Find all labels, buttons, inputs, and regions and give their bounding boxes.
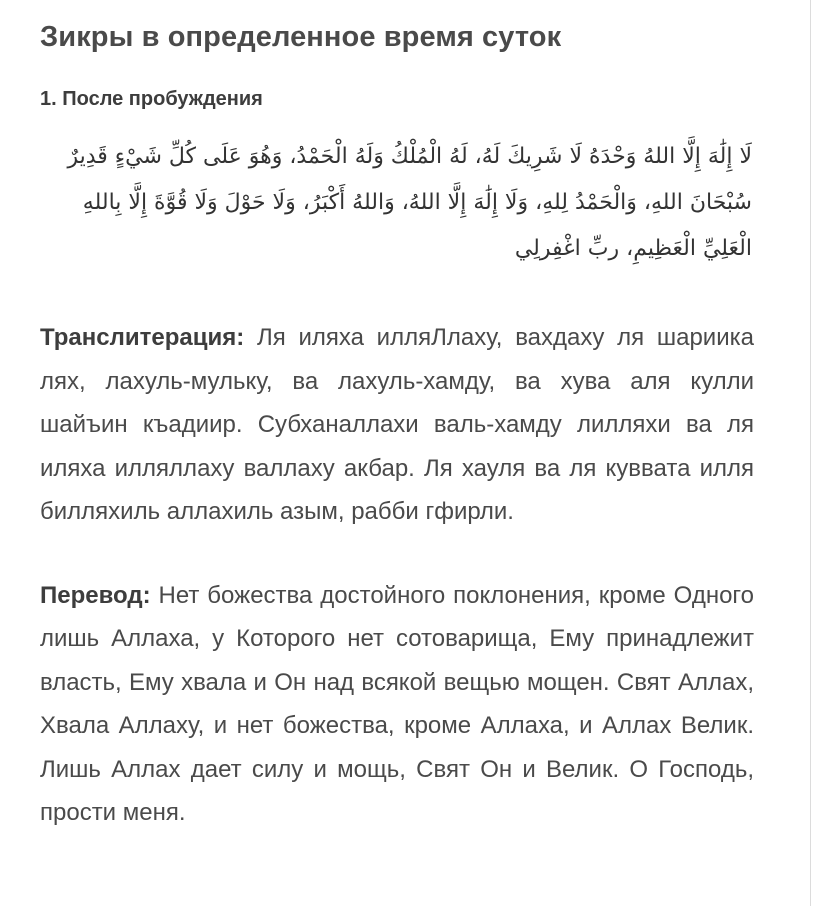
translation-text: Нет божества достойного поклонения, кроме Одного лишь Аллаха, у Которого нет сотоварища, Ему принадлежит власть, Ему хвала и Он над всякой вещью мощен. Свят Аллах, Хвала Аллаху, и нет божества, кроме Аллаха, и Аллах Велик. Лишь Аллах дает силу и мощь, Свят Он и Велик. О Господь, прости меня. <box>40 581 754 826</box>
article-content <box>40 18 754 835</box>
translation-paragraph <box>40 574 754 835</box>
page-right-border <box>810 0 811 906</box>
transliteration-paragraph <box>40 316 754 534</box>
arabic-dhikr-text: لَا إِلَٰهَ إِلَّا اللهُ وَحْدَهُ لَا شَرِيكَ لَهُ، لَهُ الْمُلْكُ وَلَهُ الْحَمْدُ، وَهُوَ عَلَى كُلِّ شَيْءٍ قَدِيرٌ سُبْحَانَ اللهِ، وَالْحَمْدُ لِلهِ، وَلَا إِلَٰهَ إِلَّا اللهُ، وَاللهُ أَكْبَرُ، وَلَا حَوْلَ وَلَا قُوَّةَ إِلَّا بِاللهِ الْعَلِيِّ الْعَظِيمِ، ربِّ اغْفِرلِي <box>67 144 752 261</box>
article-title: Зикры в определенное время суток <box>40 21 562 53</box>
transliteration-label: Транслитерация: <box>40 324 245 351</box>
translation-label: Перевод: <box>40 581 151 609</box>
transliteration-text: Ля иляха илляЛлаху, вахдаху ля шариика лях, лахуль-мульку, ва лахуль-хамду, ва хува аля кулли шайъин къадиир. Субханаллахи валь-хамду лилляхи ва ля иляха илляллаху валлаху акбар. Ля хауля ва ля куввата илля билляхиль аллахиль азым, рабби гфирли. <box>40 324 754 525</box>
section-heading: 1. После пробуждения <box>40 88 263 110</box>
